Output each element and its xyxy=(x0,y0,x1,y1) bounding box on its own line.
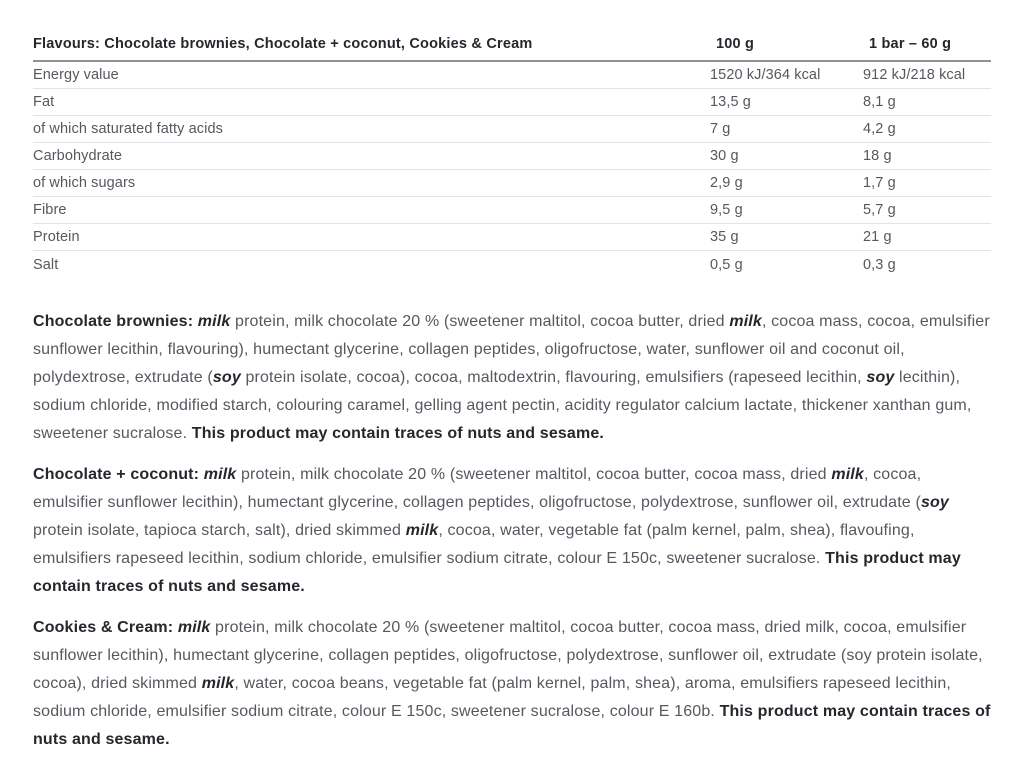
text-segment: milk xyxy=(177,619,211,636)
row-value-bar: 4,2 g xyxy=(863,121,896,137)
row-value-bar: 21 g xyxy=(863,229,892,245)
table-row-sugars xyxy=(33,170,991,197)
row-label: of which sugars xyxy=(33,175,136,191)
table-row-carbohydrate xyxy=(33,143,991,170)
row-value-bar: 5,7 g xyxy=(863,202,896,218)
row-value-100g: 7 g xyxy=(710,121,731,137)
row-label: Carbohydrate xyxy=(33,148,123,164)
text-segment: Chocolate brownies: xyxy=(33,313,198,330)
text-segment: milk xyxy=(729,313,762,330)
row-value-bar: 1,7 g xyxy=(863,175,896,191)
text-segment: protein, milk chocolate 20 % (sweetener maltitol, cocoa butter, dried xyxy=(230,313,730,330)
table-row-salt xyxy=(33,251,991,278)
ingredients-paragraph-chocolate-coconut xyxy=(33,461,993,601)
text-segment: This product may contain traces of nuts and sesame. xyxy=(33,550,961,595)
text-segment: , cocoa mass, cocoa, emulsifier sunflower lecithin, flavouring), humectant glycerine, collagen peptides, oligofructose, water, sunflower oil and coconut oil, polydextrose, extrudate ( xyxy=(33,313,990,386)
table-row-energy xyxy=(33,62,991,89)
row-value-bar: 912 kJ/218 kcal xyxy=(863,67,966,83)
text-segment: , water, cocoa beans, vegetable fat (palm kernel, palm, shea), aroma, emulsifiers rapeseed lecithin, sodium chloride, emulsifier sodium citrate, colour E 150c, sweetener sucralose, colour E 160b. xyxy=(33,675,952,720)
text-segment: This product may contain traces of nuts and sesame. xyxy=(191,425,604,442)
text-segment: , cocoa, water, vegetable fat (palm kernel, palm, shea), flavoufing, emulsifiers rapeseed lecithin, sodium chloride, emulsifier sodium citrate, colour E 150c, sweetener sucralose. xyxy=(33,522,915,567)
row-value-100g: 30 g xyxy=(710,148,739,164)
ingredients-paragraph-chocolate-brownies xyxy=(33,308,993,448)
text-segment: This product may contain traces of nuts and sesame. xyxy=(33,703,991,748)
text-segment: lecithin), sodium chloride, modified starch, colouring caramel, gelling agent pectin, acidity regulator calcium lactate, thickener xanthan gum, sweetener sucralose. xyxy=(33,369,972,442)
text-segment: milk xyxy=(197,313,231,330)
text-segment: protein isolate, cocoa), cocoa, maltodextrin, flavouring, emulsifiers (rapeseed lecithin, xyxy=(240,369,867,386)
nutrition-table xyxy=(33,28,991,278)
row-value-100g: 13,5 g xyxy=(710,94,751,110)
row-label: Fat xyxy=(33,94,55,110)
row-label: Salt xyxy=(33,256,59,273)
text-segment: milk xyxy=(405,522,439,539)
row-value-100g: 9,5 g xyxy=(710,202,743,218)
nutrition-table-header xyxy=(33,28,991,62)
text-segment: protein, milk chocolate 20 % (sweetener maltitol, cocoa butter, cocoa mass, dried milk, cocoa, emulsifier sunflower lecithin), humectant glycerine, collagen peptides, oligofructose, polydextrose, sunflower oil, extrudate (soy protein isolate, cocoa), dried skimmed xyxy=(33,619,983,692)
text-segment: , cocoa, emulsifier sunflower lecithin), humectant glycerine, collagen peptides, oligofructose, polydextrose, sunflower oil, extrudate ( xyxy=(33,466,922,511)
table-row-fibre xyxy=(33,197,991,224)
row-label: Protein xyxy=(33,229,80,245)
ingredients-section xyxy=(33,308,993,754)
column-header-bar: 1 bar – 60 g xyxy=(869,36,952,52)
text-segment: protein isolate, tapioca starch, salt), dried skimmed xyxy=(33,522,406,539)
text-segment: milk xyxy=(203,466,237,483)
text-segment: Chocolate + coconut: xyxy=(33,466,204,483)
table-row-saturated-fat xyxy=(33,116,991,143)
flavours-label: Flavours: Chocolate brownies, Chocolate + coconut, Cookies & Cream xyxy=(33,36,533,52)
row-value-100g: 35 g xyxy=(710,229,739,245)
row-label: of which saturated fatty acids xyxy=(33,121,223,137)
row-label: Energy value xyxy=(33,67,119,83)
text-segment: soy xyxy=(866,369,895,386)
row-value-100g: 0,5 g xyxy=(710,256,743,273)
text-segment: milk xyxy=(831,466,864,483)
table-row-protein xyxy=(33,224,991,251)
text-segment: soy xyxy=(920,494,949,511)
row-label: Fibre xyxy=(33,202,67,218)
table-row-fat xyxy=(33,89,991,116)
column-header-100g: 100 g xyxy=(716,36,755,52)
text-segment: milk xyxy=(201,675,235,692)
text-segment: soy xyxy=(212,369,241,386)
row-value-bar: 18 g xyxy=(863,148,892,164)
row-value-100g: 1520 kJ/364 kcal xyxy=(710,67,821,83)
row-value-100g: 2,9 g xyxy=(710,175,743,191)
ingredients-paragraph-cookies-cream xyxy=(33,614,993,754)
text-segment: protein, milk chocolate 20 % (sweetener maltitol, cocoa butter, cocoa mass, dried xyxy=(236,466,832,483)
row-value-bar: 0,3 g xyxy=(863,256,896,273)
text-segment: Cookies & Cream: xyxy=(33,619,178,636)
row-value-bar: 8,1 g xyxy=(863,94,896,110)
